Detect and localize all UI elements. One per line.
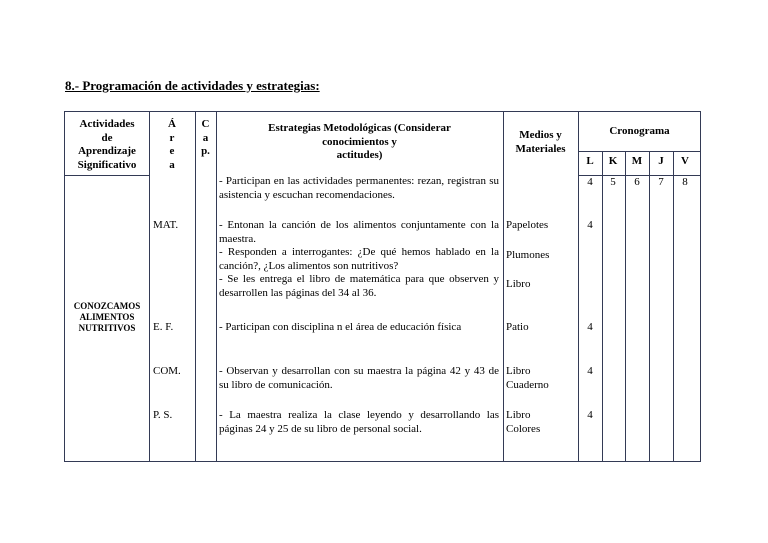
day-header-k: K <box>608 155 618 167</box>
col-divider <box>578 112 579 461</box>
area-ef: E. F. <box>153 321 174 333</box>
header-medios: Medios y Materiales <box>515 129 566 155</box>
strategy-ps: - La maestra realiza la clase leyendo y desarrollando las páginas 24 y 25 de su libro de personal social. <box>219 409 499 435</box>
header-cap: C a p. <box>201 118 210 157</box>
header-actividades: Actividades de Aprendizaje Significativo <box>77 118 137 171</box>
header-divider <box>65 175 149 176</box>
day-header-v: V <box>681 155 689 167</box>
activity-title: CONOZCAMOS ALIMENTOS NUTRITIVOS <box>73 301 141 333</box>
day-number: 4 <box>587 219 593 231</box>
day-header-l: L <box>586 155 594 167</box>
day-number: 4 <box>587 176 593 188</box>
material-patio: Patio <box>506 321 529 333</box>
day-number: 4 <box>587 409 593 421</box>
section-heading: 8.- Programación de actividades y estrategias: <box>65 78 320 93</box>
day-divider <box>673 151 674 461</box>
day-header-m: M <box>631 155 643 167</box>
area-mat: MAT. <box>153 219 179 231</box>
day-header-j: J <box>658 155 664 167</box>
strategy-ef: - Participan con disciplina n el área de educación física <box>219 321 462 333</box>
day-divider <box>625 151 626 461</box>
area-com: COM. <box>153 365 181 377</box>
header-estrategias: Estrategias Metodológicas (Considerar conocimientos y actitudes) <box>268 122 451 161</box>
day-number: 5 <box>610 176 616 188</box>
material-libro: Libro <box>506 278 531 290</box>
area-ps: P. S. <box>153 409 173 421</box>
day-number: 7 <box>658 176 664 188</box>
cronograma-divider <box>578 151 701 152</box>
material-libro: Libro Colores <box>506 409 541 435</box>
header-area: Á r e a <box>168 118 176 171</box>
day-number: 4 <box>587 365 593 377</box>
activities-table <box>64 111 701 462</box>
material-papelotes: Papelotes <box>506 219 549 231</box>
strategy-mat: - Entonan la canción de los alimentos conjuntamente con la maestra. - Responden a interrogantes: ¿De qué hemos hablado en la canción?, ¿Los alimentos son nutritivos? - Se les entrega el libro de matemática para que observen y desarrollen las páginas del 34 al 36. <box>219 219 499 299</box>
col-divider <box>216 112 217 461</box>
strategy-com: - Observan y desarrollan con su maestra la página 42 y 43 de su libro de comunicación. <box>219 365 499 391</box>
material-libro: Libro Cuaderno <box>506 365 549 391</box>
day-number: 4 <box>587 321 593 333</box>
day-divider <box>649 151 650 461</box>
day-number: 6 <box>634 176 640 188</box>
strategy-permanentes: - Participan en las actividades permanentes: rezan, registran su asistencia y escuchan recomendaciones. <box>219 175 499 201</box>
day-divider <box>602 151 603 461</box>
col-divider <box>503 112 504 461</box>
material-plumones: Plumones <box>506 249 550 261</box>
header-cronograma: Cronograma <box>609 125 670 137</box>
col-divider <box>195 112 196 461</box>
day-number: 8 <box>682 176 688 188</box>
